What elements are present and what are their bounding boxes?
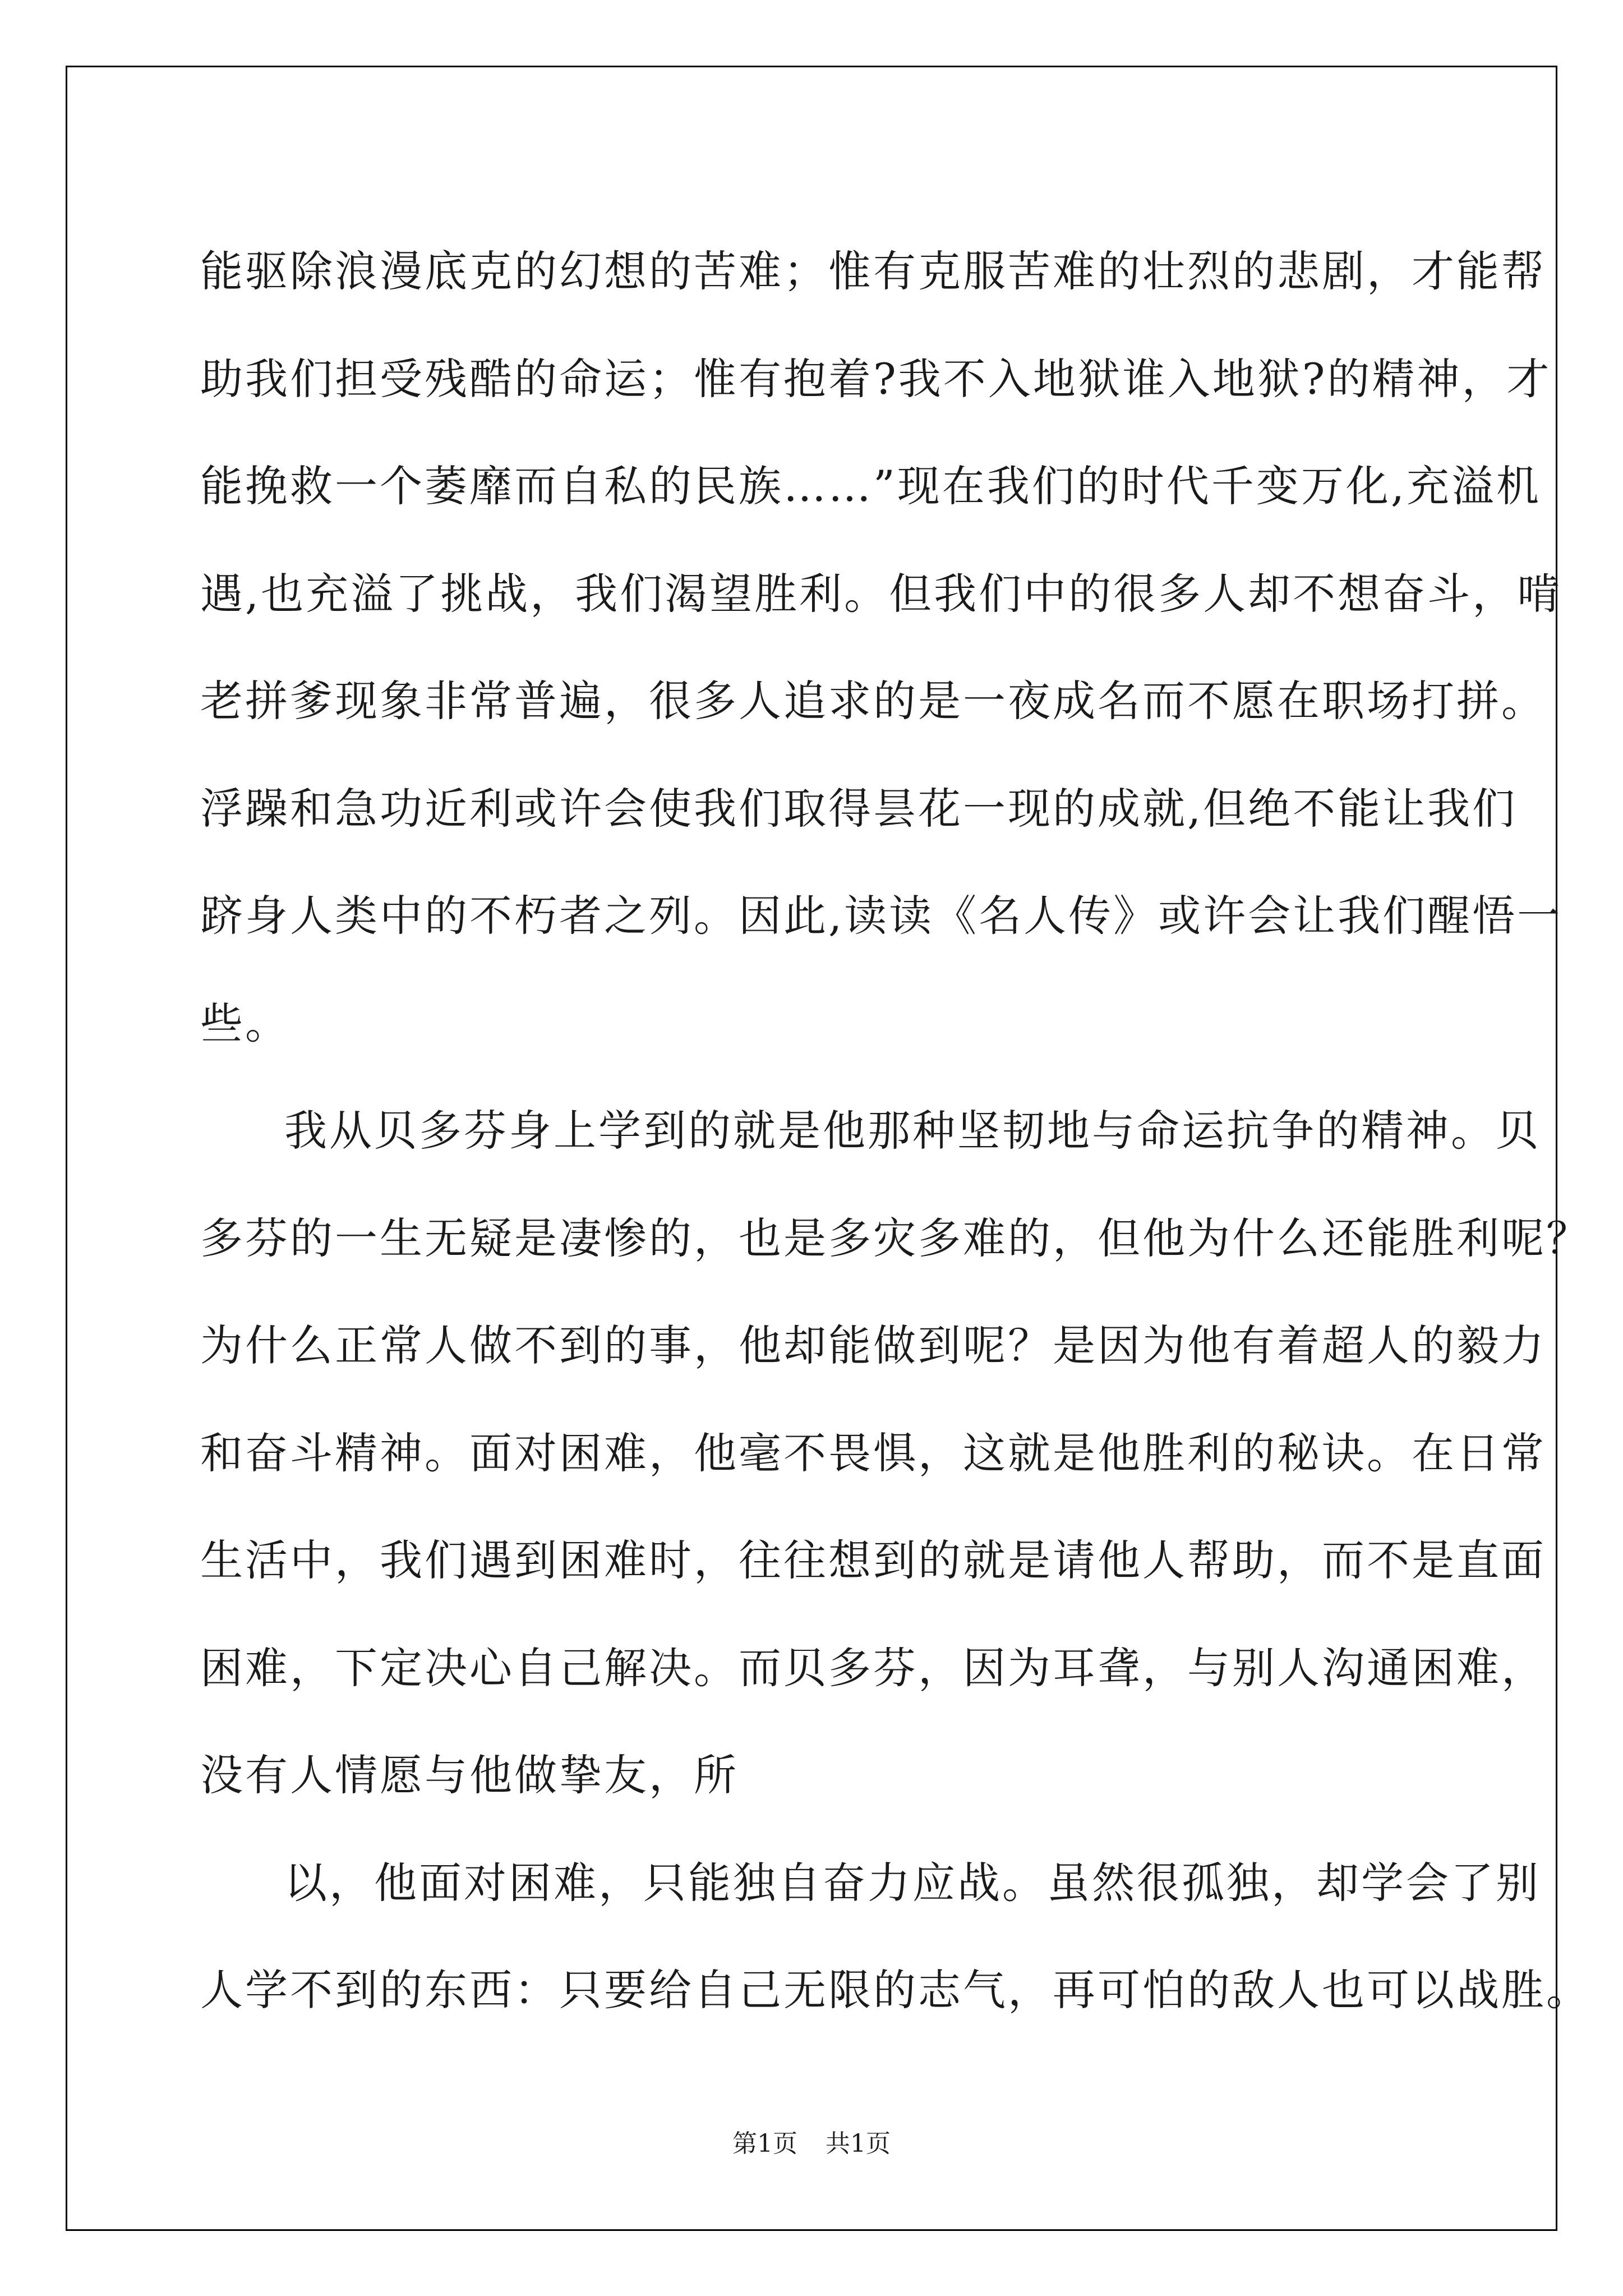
text-line: 跻身人类中的不朽者之列。因此,读读《名人传》或许会让我们醒悟一 [200,891,1562,941]
text-line: 浮躁和急功近利或许会使我们取得昙花一现的成就,但绝不能让我们 [200,783,1518,834]
page-number: 第1页 [732,2129,797,2158]
text-line: 没有人情愿与他做挚友，所 [200,1750,739,1800]
text-line: 多芬的一生无疑是凄惨的，也是多灾多难的，但他为什么还能胜利呢？ [200,1213,1591,1263]
text-line: 生活中，我们遇到困难时，往往想到的就是请他人帮助，而不是直面 [200,1535,1546,1585]
text-line: 能挽救一个萎靡而自私的民族……”现在我们的时代千变万化,充溢机 [200,461,1542,511]
text-line: 遇,也充溢了挑战，我们渴望胜利。但我们中的很多人却不想奋斗，啃 [200,568,1562,619]
text-line: 些。 [200,998,290,1048]
page-total: 共1页 [826,2129,891,2158]
text-line: 和奋斗精神。面对困难，他毫不畏惧，这就是他胜利的秘诀。在日常 [200,1428,1546,1478]
text-line: 助我们担受残酷的命运；惟有抱着?我不入地狱谁入地狱?的精神，才 [200,353,1552,404]
document-body [200,218,1591,2044]
text-line-paragraph-start: 以，他面对困难，只能独自奋力应战。虽然很孤独，却学会了别 [284,1857,1541,1908]
text-line: 老拼爹现象非常普遍，很多人追求的是一夜成名而不愿在职场打拼。 [200,676,1546,726]
text-line: 能驱除浪漫底克的幻想的苦难；惟有克服苦难的壮烈的悲剧，才能帮 [200,246,1546,296]
page-footer [0,2123,1623,2159]
text-line: 困难，下定决心自己解决。而贝多芬，因为耳聋，与别人沟通困难， [200,1642,1546,1693]
text-line: 为什么正常人做不到的事，他却能做到呢？是因为他有着超人的毅力 [200,1320,1546,1370]
text-line: 人学不到的东西：只要给自己无限的志气，再可怕的敌人也可以战胜。 [200,1965,1591,2015]
text-line-paragraph-start: 我从贝多芬身上学到的就是他那种坚韧地与命运抗争的精神。贝 [284,1106,1541,1156]
